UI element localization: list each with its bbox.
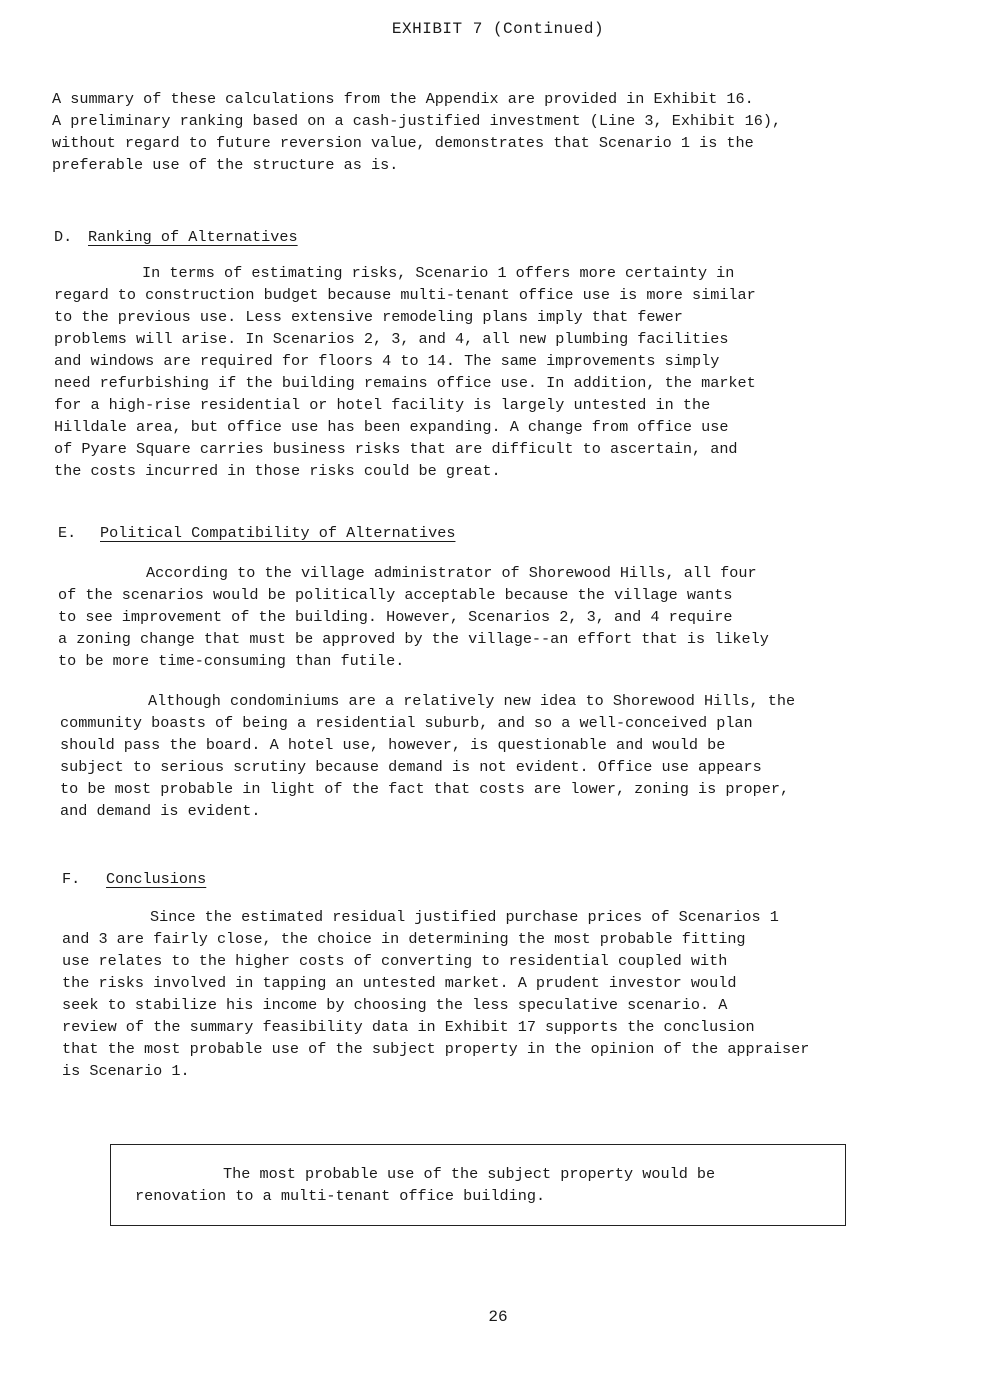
text-line: of the scenarios would be politically acceptable because the village wants [58,586,733,604]
text-line: Although condominiums are a relatively new idea to Shorewood Hills, the [148,692,796,710]
text-line: to see improvement of the building. However, Scenarios 2, 3, and 4 require [58,608,733,626]
text-line: to the previous use. Less extensive remodeling plans imply that fewer [54,308,683,326]
text-line: Since the estimated residual justified purchase prices of Scenarios 1 [150,908,779,926]
text-line: that the most probable use of the subject property in the opinion of the appraiser [62,1040,810,1058]
intro-paragraph [52,88,781,176]
text-line: for a high-rise residential or hotel facility is largely untested in the [54,396,711,414]
text-line: and demand is evident. [60,802,261,820]
text-line: preferable use of the structure as is. [52,156,399,174]
section-title: Political Compatibility of Alternatives [100,524,456,542]
conclusions-paragraph [62,906,809,1082]
text-line: renovation to a multi-tenant office building. [135,1187,546,1205]
text-line: community boasts of being a residential suburb, and so a well-conceived plan [60,714,753,732]
page-number: 26 [488,1308,508,1326]
text-line: A preliminary ranking based on a cash-justified investment (Line 3, Exhibit 16), [52,112,782,130]
conclusion-callout-box [110,1144,846,1226]
section-letter: E. [58,524,77,542]
section-heading-d [54,226,298,248]
political-paragraph-1 [58,562,769,672]
political-paragraph-2 [60,690,795,822]
section-letter: D. [54,228,73,246]
ranking-paragraph [54,262,756,482]
text-line: and windows are required for floors 4 to 14. The same improvements simply [54,352,720,370]
exhibit-header: EXHIBIT 7 (Continued) [391,20,605,38]
text-line: need refurbishing if the building remains office use. In addition, the market [54,374,756,392]
text-line: review of the summary feasibility data in Exhibit 17 supports the conclusion [62,1018,755,1036]
text-line: a zoning change that must be approved by the village--an effort that is likely [58,630,769,648]
text-line: Hilldale area, but office use has been expanding. A change from office use [54,418,729,436]
text-line: subject to serious scrutiny because demand is not evident. Office use appears [60,758,762,776]
text-line: problems will arise. In Scenarios 2, 3, and 4, all new plumbing facilities [54,330,729,348]
text-line: the risks involved in tapping an untested market. A prudent investor would [62,974,737,992]
text-line: and 3 are fairly close, the choice in determining the most probable fitting [62,930,746,948]
text-line: should pass the board. A hotel use, however, is questionable and would be [60,736,726,754]
text-line: without regard to future reversion value, demonstrates that Scenario 1 is the [52,134,754,152]
text-line: of Pyare Square carries business risks that are difficult to ascertain, and [54,440,738,458]
text-line: The most probable use of the subject property would be [223,1165,716,1183]
text-line: In terms of estimating risks, Scenario 1 offers more certainty in [142,264,735,282]
text-line: A summary of these calculations from the Appendix are provided in Exhibit 16. [52,90,754,108]
text-line: According to the village administrator of Shorewood Hills, all four [146,564,757,582]
text-line: to be more time-consuming than futile. [58,652,405,670]
section-heading-f [62,868,206,890]
text-line: use relates to the higher costs of converting to residential coupled with [62,952,728,970]
text-line: is Scenario 1. [62,1062,190,1080]
section-heading-e [58,522,455,544]
section-letter: F. [62,870,81,888]
section-title: Conclusions [106,870,207,888]
text-line: seek to stabilize his income by choosing the less speculative scenario. A [62,996,728,1014]
text-line: to be most probable in light of the fact that costs are lower, zoning is proper, [60,780,790,798]
section-title: Ranking of Alternatives [88,228,298,246]
text-line: regard to construction budget because multi-tenant office use is more similar [54,286,756,304]
callout-text [135,1163,715,1207]
text-line: the costs incurred in those risks could be great. [54,462,501,480]
